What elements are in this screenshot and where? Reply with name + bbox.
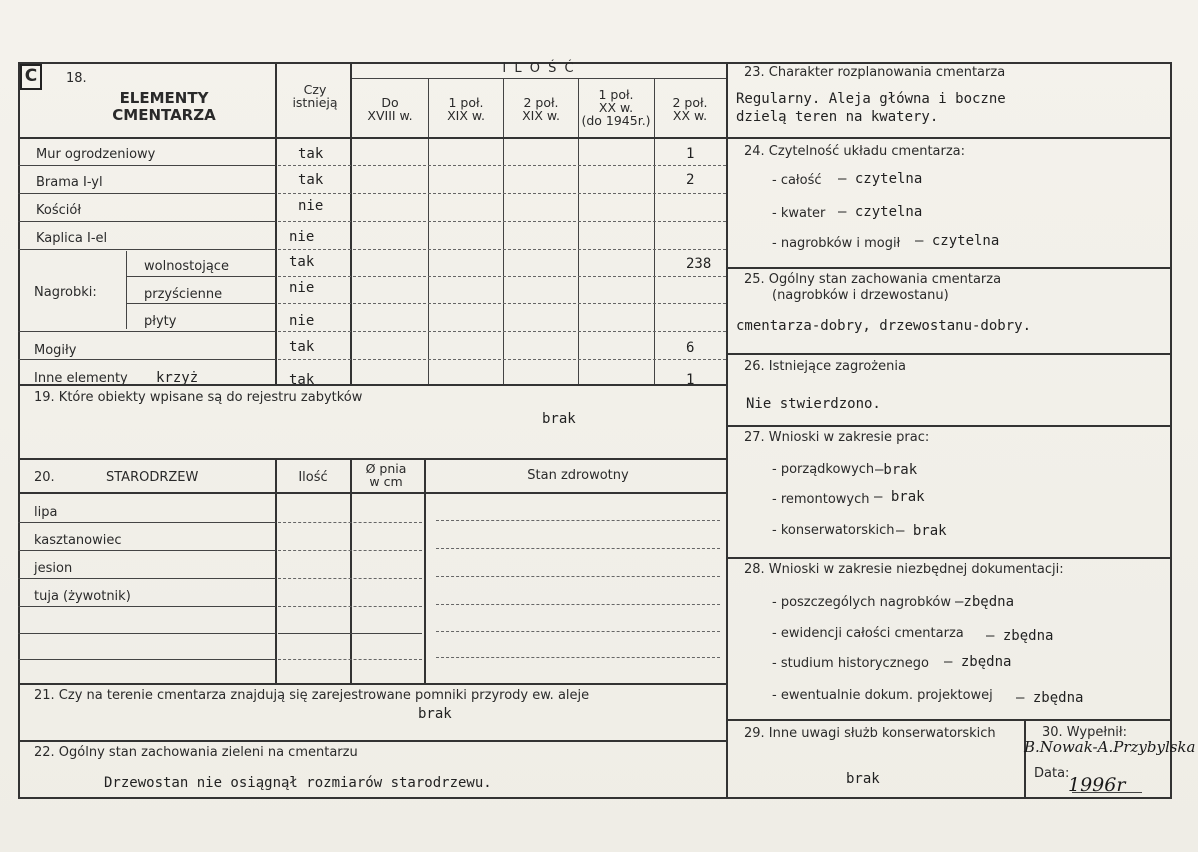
section-22-label: 22. Ogólny stan zachowania zieleni na cmentarzu bbox=[34, 745, 358, 760]
frame-bottom bbox=[18, 797, 1172, 799]
section-20-number: 20. bbox=[34, 470, 55, 485]
tree-row-0: lipa bbox=[34, 505, 58, 520]
tree-row-1: kasztanowiec bbox=[34, 533, 122, 548]
section-25-label-line1: 25. Ogólny stan zachowania cmentarza bbox=[744, 272, 1002, 287]
s28-item-2-value: – zbędna bbox=[944, 654, 1012, 670]
s27-bottom-line bbox=[727, 557, 1171, 559]
section-27-label: 27. Wnioski w zakresie prac: bbox=[744, 430, 930, 445]
s29-s30-divider bbox=[1024, 719, 1026, 797]
section-20-col-ilosc: Ilość bbox=[298, 470, 328, 485]
section-24-label: 24. Czytelność układu cmentarza: bbox=[744, 144, 966, 159]
section-30-date-label: Data: bbox=[1034, 766, 1070, 781]
section-22-value: Drzewostan nie osiągnął rozmiarów starodrzewu. bbox=[104, 775, 492, 791]
tree-dsep-2 bbox=[278, 550, 422, 551]
tree-sep-2 bbox=[18, 550, 276, 551]
ilosc-underline bbox=[352, 78, 726, 79]
s18-vline-6 bbox=[654, 78, 655, 384]
stan-sep-6 bbox=[436, 657, 720, 658]
col-xviii-header: Do XVIII w. bbox=[367, 95, 413, 124]
nagrobki-label: Nagrobki: bbox=[34, 285, 97, 300]
s18-header-line bbox=[18, 137, 726, 139]
data-sep-6 bbox=[278, 303, 726, 304]
section-18-number: 18. bbox=[66, 71, 87, 86]
section-20-col-pnia: Ø pnia w cm bbox=[365, 461, 407, 490]
stan-sep-2 bbox=[436, 548, 720, 549]
section-23-label: 23. Charakter rozplanowania cmentarza bbox=[744, 65, 1006, 80]
s26-bottom-line bbox=[727, 425, 1171, 427]
section-29-label: 29. Inne uwagi służb konserwatorskich bbox=[744, 726, 996, 741]
s28-bottom-line bbox=[727, 719, 1171, 721]
section-21-value: brak bbox=[418, 706, 452, 722]
row-label-mur: Mur ogrodzeniowy bbox=[36, 147, 156, 162]
section-23-line2: dzielą teren na kwatery. bbox=[736, 109, 939, 125]
section-29-value: brak bbox=[846, 771, 880, 787]
column-divider bbox=[726, 62, 728, 798]
exists-wolnostojace: tak bbox=[289, 254, 315, 270]
nagrobki-vline bbox=[126, 251, 127, 329]
frame-left bbox=[18, 62, 20, 798]
s18-vline-3 bbox=[428, 78, 429, 384]
row-label-kosciol: Kościół bbox=[36, 203, 82, 218]
s18-vline-2 bbox=[350, 62, 352, 384]
col-1xx-header: 1 poł. XX w. (do 1945r.) bbox=[581, 87, 651, 129]
s27-item-1-label: - remontowych bbox=[772, 492, 870, 507]
section-25-label-line2: (nagrobków i drzewostanu) bbox=[772, 288, 949, 303]
s24-item-0-value: – czytelna bbox=[838, 171, 923, 187]
s28-item-1-value: – zbędna bbox=[986, 628, 1054, 644]
tree-sep-1 bbox=[18, 522, 276, 523]
s20-bottom-line bbox=[18, 683, 726, 685]
data-sep-4 bbox=[278, 249, 726, 250]
row-sep-2 bbox=[18, 193, 276, 194]
corner-letter: C bbox=[20, 64, 42, 90]
section-25-value: cmentarza-dobry, drzewostanu-dobry. bbox=[736, 318, 1032, 334]
tree-row-3: tuja (żywotnik) bbox=[34, 589, 131, 604]
s28-item-0-label: - poszczególych nagrobków bbox=[772, 595, 951, 610]
stan-sep-4 bbox=[436, 604, 720, 605]
data-sep-8 bbox=[278, 359, 726, 360]
stan-sep-1 bbox=[436, 520, 720, 521]
data-sep-2 bbox=[278, 193, 726, 194]
row-label-brama: Brama I-yl bbox=[36, 175, 103, 190]
row-label-kaplica: Kaplica I-el bbox=[36, 231, 108, 246]
s27-item-2-value: – brak bbox=[896, 523, 947, 539]
tree-row-2: jesion bbox=[34, 561, 73, 576]
xx2-brama: 2 bbox=[686, 172, 695, 188]
row-sep-7 bbox=[18, 331, 276, 332]
tree-sep-4 bbox=[18, 606, 276, 607]
tree-dsep-4 bbox=[278, 606, 422, 607]
data-sep-3 bbox=[278, 221, 726, 222]
row-sep-6 bbox=[127, 303, 276, 304]
section-18-title-line2: CMENTARZA bbox=[112, 106, 216, 124]
section-30-label: 30. Wypełnił: bbox=[1042, 725, 1127, 740]
row-sep-1 bbox=[18, 165, 276, 166]
s19-bottom-line bbox=[18, 458, 726, 460]
s27-item-2-label: - konserwatorskich bbox=[772, 523, 895, 538]
data-sep-1 bbox=[278, 165, 726, 166]
row-sep-3 bbox=[18, 221, 276, 222]
row-label-mogily: Mogiły bbox=[34, 343, 77, 358]
xx2-mur: 1 bbox=[686, 146, 695, 162]
s24-bottom-line bbox=[727, 267, 1171, 269]
section-26-value: Nie stwierdzono. bbox=[746, 396, 881, 412]
ilosc-header: I L O Ś Ć bbox=[502, 61, 576, 76]
s18-vline-5 bbox=[578, 78, 579, 384]
row-label-inne: Inne elementy bbox=[34, 371, 128, 386]
section-21-label: 21. Czy na terenie cmentarza znajdują się zarejestrowane pomniki przyrody ew. aleje bbox=[34, 688, 590, 703]
s24-item-2-value: – czytelna bbox=[915, 233, 1000, 249]
s24-item-2-label: - nagrobków i mogił bbox=[772, 236, 901, 251]
tree-dsep-5 bbox=[278, 633, 422, 634]
section-20-title: STARODRZEW bbox=[106, 470, 199, 485]
s27-item-1-value: – brak bbox=[874, 489, 925, 505]
s27-item-0-value: –brak bbox=[875, 462, 918, 478]
col-exists-header: Czy istnieją bbox=[292, 82, 338, 111]
row-sep-5 bbox=[127, 276, 276, 277]
s24-item-1-label: - kwater bbox=[772, 206, 826, 221]
row-label-plyty: płyty bbox=[144, 314, 177, 329]
data-sep-7 bbox=[278, 331, 726, 332]
date-underline bbox=[1072, 792, 1142, 793]
xx2-wolnostojace: 238 bbox=[686, 256, 712, 272]
row-label-wolnostojace: wolnostojące bbox=[144, 259, 229, 274]
row-label-przyscienne: przyścienne bbox=[144, 287, 223, 302]
exists-kaplica: nie bbox=[289, 229, 315, 245]
tree-sep-6 bbox=[18, 659, 276, 660]
section-23-line1: Regularny. Aleja główna i boczne bbox=[736, 91, 1006, 107]
row-sep-4 bbox=[18, 249, 276, 250]
section-30-date-value: 1996r bbox=[1068, 774, 1126, 796]
s21-bottom-line bbox=[18, 740, 726, 742]
section-20-col-stan: Stan zdrowotny bbox=[527, 468, 629, 483]
xx2-inne: 1 bbox=[686, 372, 695, 388]
s28-item-3-value: – zbędna bbox=[1016, 690, 1084, 706]
s24-item-1-value: – czytelna bbox=[838, 204, 923, 220]
section-18-title-line1: ELEMENTY bbox=[119, 89, 209, 107]
tree-dsep-1 bbox=[278, 522, 422, 523]
section-28-label: 28. Wnioski w zakresie niezbędnej dokumentacji: bbox=[744, 562, 1064, 577]
s24-item-0-label: - całość bbox=[772, 173, 822, 188]
xx2-mogily: 6 bbox=[686, 340, 695, 356]
exists-kosciol: nie bbox=[298, 198, 324, 214]
s28-item-2-label: - studium historycznego bbox=[772, 656, 929, 671]
stan-sep-3 bbox=[436, 576, 720, 577]
s27-item-0-label: - porządkowych bbox=[772, 462, 875, 477]
section-30-signature: B.Nowak-A.Przybylska bbox=[1024, 738, 1196, 756]
tree-sep-3 bbox=[18, 578, 276, 579]
tree-dsep-6 bbox=[278, 659, 422, 660]
s25-bottom-line bbox=[727, 353, 1171, 355]
tree-dsep-3 bbox=[278, 578, 422, 579]
exists-plyty: nie bbox=[289, 313, 315, 329]
col-1xix-header: 1 poł. XIX w. bbox=[447, 95, 485, 124]
s18-vline-1 bbox=[275, 62, 277, 384]
data-sep-5 bbox=[278, 276, 726, 277]
col-2xix-header: 2 poł. XIX w. bbox=[522, 95, 560, 124]
s23-bottom-line bbox=[727, 137, 1171, 139]
exists-mogily: tak bbox=[289, 339, 315, 355]
s18-vline-4 bbox=[503, 78, 504, 384]
stan-sep-5 bbox=[436, 631, 720, 632]
col-2xx-header: 2 poł. XX w. bbox=[672, 95, 708, 124]
s18-bottom-line bbox=[18, 384, 726, 386]
section-19-value: brak bbox=[542, 411, 576, 427]
s20-header-line bbox=[18, 492, 726, 494]
row-sep-8 bbox=[18, 359, 276, 360]
section-26-label: 26. Istniejące zagrożenia bbox=[744, 359, 906, 374]
frame-right bbox=[1170, 62, 1172, 798]
exists-brama: tak bbox=[298, 172, 324, 188]
tree-sep-5 bbox=[18, 633, 276, 634]
exists-mur: tak bbox=[298, 146, 324, 162]
s28-item-1-label: - ewidencji całości cmentarza bbox=[772, 626, 964, 641]
exists-inne: tak bbox=[289, 372, 315, 388]
section-19-label: 19. Które obiekty wpisane są do rejestru zabytków bbox=[34, 390, 363, 405]
s28-item-3-label: - ewentualnie dokum. projektowej bbox=[772, 688, 993, 703]
row-inne-extra: krzyż bbox=[156, 370, 199, 386]
s28-item-0-value: –zbędna bbox=[955, 594, 1015, 610]
exists-przyscienne: nie bbox=[289, 280, 315, 296]
